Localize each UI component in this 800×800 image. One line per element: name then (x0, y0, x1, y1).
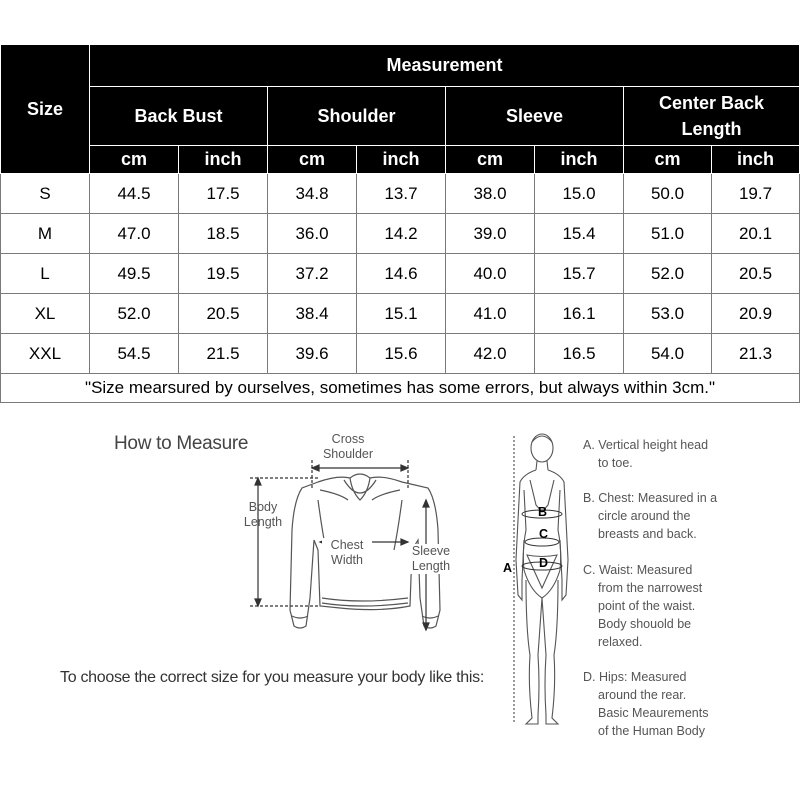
unit-inch: inch (535, 146, 624, 174)
value-cell: 17.5 (179, 174, 268, 214)
value-cell: 21.3 (712, 334, 800, 374)
size-rows (1, 174, 800, 374)
value-cell: 53.0 (624, 294, 712, 334)
value-cell: 19.5 (179, 254, 268, 294)
value-cell: 20.9 (712, 294, 800, 334)
value-cell: 37.2 (268, 254, 357, 294)
value-cell: 52.0 (624, 254, 712, 294)
value-cell: 15.0 (535, 174, 624, 214)
unit-inch: inch (712, 146, 800, 174)
value-cell: 54.0 (624, 334, 712, 374)
value-cell: 15.4 (535, 214, 624, 254)
value-cell: 16.5 (535, 334, 624, 374)
table-row (1, 334, 800, 374)
value-cell: 21.5 (179, 334, 268, 374)
measure-instruction: To choose the correct size for you measure your body like this: (60, 669, 484, 686)
value-cell: 52.0 (90, 294, 179, 334)
size-cell: M (1, 214, 90, 254)
unit-cm: cm (268, 146, 357, 174)
column-header-back-bust: Back Bust (90, 87, 268, 146)
value-cell: 38.0 (446, 174, 535, 214)
definition-c: C. Waist: Measured from the narrowest point of the waist. Body shouold be relaxed. (583, 563, 703, 649)
table-row (1, 254, 800, 294)
value-cell: 54.5 (90, 334, 179, 374)
value-cell: 20.1 (712, 214, 800, 254)
body-length-label: Body Length (243, 500, 283, 529)
value-cell: 44.5 (90, 174, 179, 214)
value-cell: 38.4 (268, 294, 357, 334)
marker-d: D (539, 556, 549, 570)
size-chart-table (0, 44, 800, 403)
table-row (1, 174, 800, 214)
size-cell: XXL (1, 334, 90, 374)
marker-a: A (503, 561, 513, 575)
value-cell: 19.7 (712, 174, 800, 214)
table-row (1, 214, 800, 254)
cross-shoulder-label: Cross Shoulder (322, 432, 374, 461)
unit-cm: cm (446, 146, 535, 174)
size-cell: S (1, 174, 90, 214)
value-cell: 51.0 (624, 214, 712, 254)
size-header: Size (1, 45, 90, 174)
value-cell: 18.5 (179, 214, 268, 254)
how-to-measure-title: How to Measure (114, 433, 249, 454)
value-cell: 20.5 (179, 294, 268, 334)
value-cell: 50.0 (624, 174, 712, 214)
definition-a: A. Vertical height head to toe. (583, 438, 709, 470)
human-body-diagram (500, 430, 580, 730)
value-cell: 15.6 (357, 334, 446, 374)
value-cell: 39.0 (446, 214, 535, 254)
value-cell: 47.0 (90, 214, 179, 254)
value-cell: 16.1 (535, 294, 624, 334)
column-header-sleeve: Sleeve (446, 87, 624, 146)
size-cell: XL (1, 294, 90, 334)
value-cell: 14.2 (357, 214, 446, 254)
unit-inch: inch (357, 146, 446, 174)
value-cell: 42.0 (446, 334, 535, 374)
value-cell: 13.7 (357, 174, 446, 214)
table-row (1, 294, 800, 334)
column-header-center-back-length (624, 87, 800, 146)
value-cell: 40.0 (446, 254, 535, 294)
value-cell: 14.6 (357, 254, 446, 294)
value-cell: 36.0 (268, 214, 357, 254)
measurement-header: Measurement (90, 45, 800, 87)
value-cell: 34.8 (268, 174, 357, 214)
chest-width-label: Chest Width (322, 538, 372, 568)
definition-b: B. Chest: Measured in a circle around the breasts and back. (583, 491, 718, 541)
column-header-shoulder: Shoulder (268, 87, 446, 146)
sleeve-length-label: Sleeve Length (408, 544, 454, 574)
center-back-length-label: Center Back Length (658, 93, 765, 139)
value-cell: 15.1 (357, 294, 446, 334)
size-note: "Size mearsured by ourselves, sometimes has some errors, but always within 3cm." (1, 374, 800, 403)
value-cell: 20.5 (712, 254, 800, 294)
value-cell: 41.0 (446, 294, 535, 334)
value-cell: 15.7 (535, 254, 624, 294)
unit-cm: cm (90, 146, 179, 174)
unit-cm: cm (624, 146, 712, 174)
unit-inch: inch (179, 146, 268, 174)
marker-c: C (539, 527, 549, 541)
value-cell: 39.6 (268, 334, 357, 374)
value-cell: 49.5 (90, 254, 179, 294)
marker-b: B (538, 505, 548, 519)
definition-d: D. Hips: Measured around the rear. Basic Meaurements of the Human Body (583, 670, 709, 738)
size-cell: L (1, 254, 90, 294)
